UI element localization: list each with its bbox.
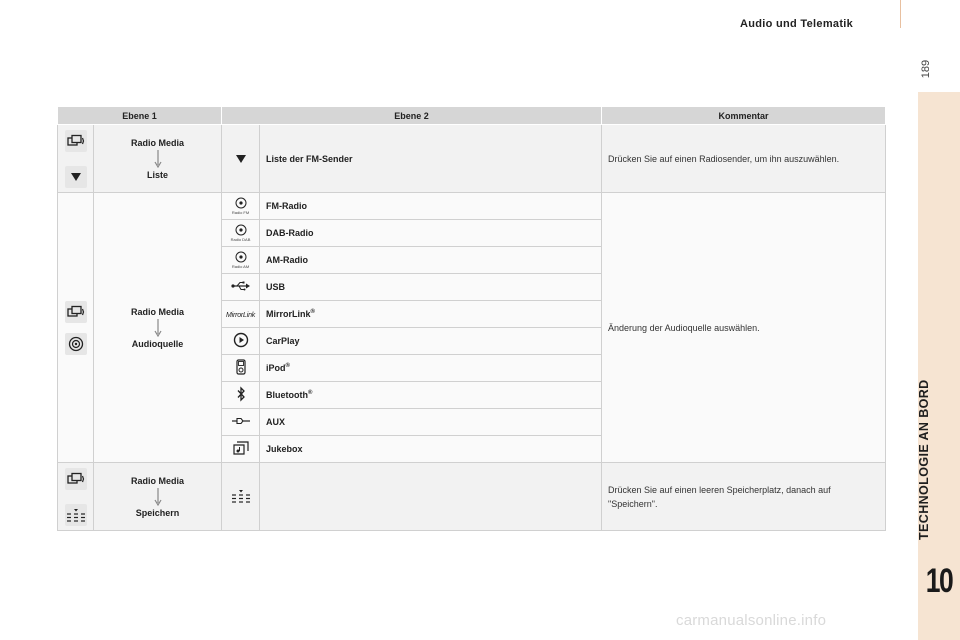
level1-bottom-label: Audioquelle xyxy=(131,338,184,349)
source-label-text: MirrorLink xyxy=(266,309,311,319)
level1-top-label: Radio Media xyxy=(131,306,185,317)
radio-media-icon xyxy=(65,468,87,490)
source-label xyxy=(260,355,602,382)
carplay-icon xyxy=(222,328,260,355)
source-label: CarPlay xyxy=(260,328,602,355)
level1-top-label: Radio Media xyxy=(131,475,185,486)
level1-label xyxy=(94,463,222,531)
header-level2: Ebene 2 xyxy=(222,107,602,125)
table-row xyxy=(58,463,886,531)
header-title: Audio und Telematik xyxy=(740,18,854,30)
source-label xyxy=(260,301,602,328)
header-divider xyxy=(900,0,901,28)
radio-fm-icon-label: Radio FM xyxy=(231,210,250,215)
source-label: USB xyxy=(260,274,602,301)
arrow-down-icon xyxy=(154,150,162,168)
level1-icons xyxy=(58,125,94,193)
source-label: FM-Radio xyxy=(260,193,602,220)
radio-am-icon-label: Radio AM xyxy=(231,264,250,269)
header-comment: Kommentar xyxy=(602,107,886,125)
level1-bottom-label: Speichern xyxy=(135,507,180,518)
radio-media-icon xyxy=(65,130,87,152)
source-label xyxy=(260,382,602,409)
chapter-title: TECHNOLOGIE AN BORD xyxy=(917,379,931,540)
aux-icon xyxy=(222,409,260,436)
memory-list-icon xyxy=(231,495,251,505)
ipod-icon xyxy=(222,355,260,382)
usb-icon xyxy=(222,274,260,301)
page-number: 189 xyxy=(920,59,932,79)
audio-source-icon xyxy=(65,333,87,355)
chapter-number: 10 xyxy=(925,562,953,600)
level1-label xyxy=(94,125,222,193)
level1-icons xyxy=(58,463,94,531)
source-label-text: iPod xyxy=(266,363,286,373)
source-label-text: Bluetooth xyxy=(266,390,309,400)
radio-dab-icon xyxy=(222,220,260,247)
radio-am-icon xyxy=(222,247,260,274)
header-level1: Ebene 1 xyxy=(58,107,222,125)
level2-label xyxy=(260,463,602,531)
arrow-down-icon xyxy=(154,319,162,337)
watermark: carmanualsonline.info xyxy=(676,612,827,629)
level1-icons xyxy=(58,193,94,463)
registered-mark: ® xyxy=(310,309,315,315)
arrow-down-icon xyxy=(154,488,162,506)
comment-cell: Änderung der Audioquelle auswählen. xyxy=(602,193,886,463)
triangle-down-icon xyxy=(65,166,87,188)
comment-cell: Drücken Sie auf einen Radiosender, um ihn auszuwählen. xyxy=(602,125,886,193)
level1-bottom-label: Liste xyxy=(147,169,169,180)
table-row xyxy=(58,193,886,220)
radio-media-icon xyxy=(65,301,87,323)
triangle-down-icon xyxy=(226,148,256,170)
mirrorlink-icon-label: MirrorLink xyxy=(225,312,256,319)
level1-label xyxy=(94,193,222,463)
comment-cell: Drücken Sie auf einen leeren Speicherplatz, danach auf "Speichern". xyxy=(602,463,886,531)
level1-top-label: Radio Media xyxy=(131,137,185,148)
level2-label: Liste der FM-Sender xyxy=(260,125,602,193)
memory-list-icon xyxy=(65,504,87,526)
source-label: AUX xyxy=(260,409,602,436)
source-label: AM-Radio xyxy=(260,247,602,274)
jukebox-icon xyxy=(222,436,260,463)
bluetooth-icon xyxy=(222,382,260,409)
source-label: Jukebox xyxy=(260,436,602,463)
table-header-row xyxy=(58,107,886,125)
radio-dab-icon-label: Radio DAB xyxy=(230,237,251,242)
level2-icon-cell xyxy=(222,125,260,193)
radio-fm-icon xyxy=(222,193,260,220)
mirrorlink-icon xyxy=(222,301,260,328)
source-label: DAB-Radio xyxy=(260,220,602,247)
settings-table xyxy=(57,106,886,531)
level2-icon-cell xyxy=(222,463,260,531)
table-row xyxy=(58,125,886,193)
registered-mark: ® xyxy=(308,390,313,396)
registered-mark: ® xyxy=(285,363,290,369)
